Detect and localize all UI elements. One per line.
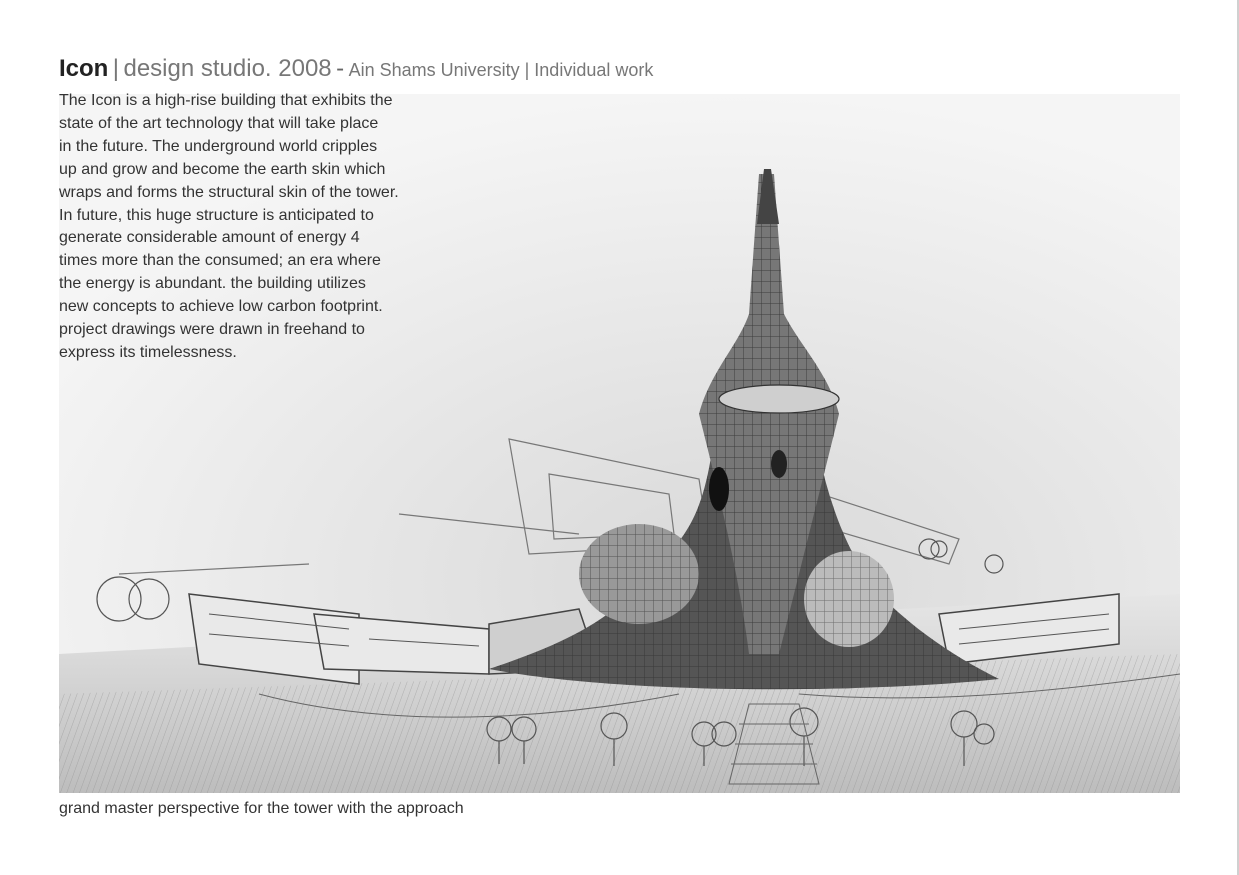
description-line: state of the art technology that will take place — [59, 114, 379, 132]
description-line: up and grow and become the earth skin which — [59, 160, 386, 178]
description-line: times more than the consumed; an era where — [59, 252, 381, 270]
project-subtitle: design studio. 2008 — [123, 55, 332, 82]
title-dash: - — [336, 55, 345, 82]
description-line: The Icon is a high-rise building that exhibits the — [59, 92, 393, 109]
description-line: in the future. The underground world cripples — [59, 137, 378, 155]
description-line: express its timelessness. — [59, 343, 237, 361]
description-line: wraps and forms the structural skin of the tower. — [59, 183, 399, 201]
title-separator: | — [112, 55, 120, 82]
project-title: Icon — [59, 55, 109, 82]
description-line: the energy is abundant. the building utilizes — [59, 275, 366, 293]
description-line: new concepts to achieve low carbon footprint. — [59, 298, 383, 316]
description-line: In future, this huge structure is anticipated to — [59, 206, 374, 224]
project-description — [59, 90, 429, 365]
project-meta: Ain Shams University | Individual work — [348, 60, 654, 80]
figure-caption: grand master perspective for the tower with the approach — [59, 800, 464, 817]
page-title — [59, 52, 653, 89]
description-line: generate considerable amount of energy 4 — [59, 229, 360, 247]
description-line: project drawings were drawn in freehand to — [59, 321, 365, 339]
